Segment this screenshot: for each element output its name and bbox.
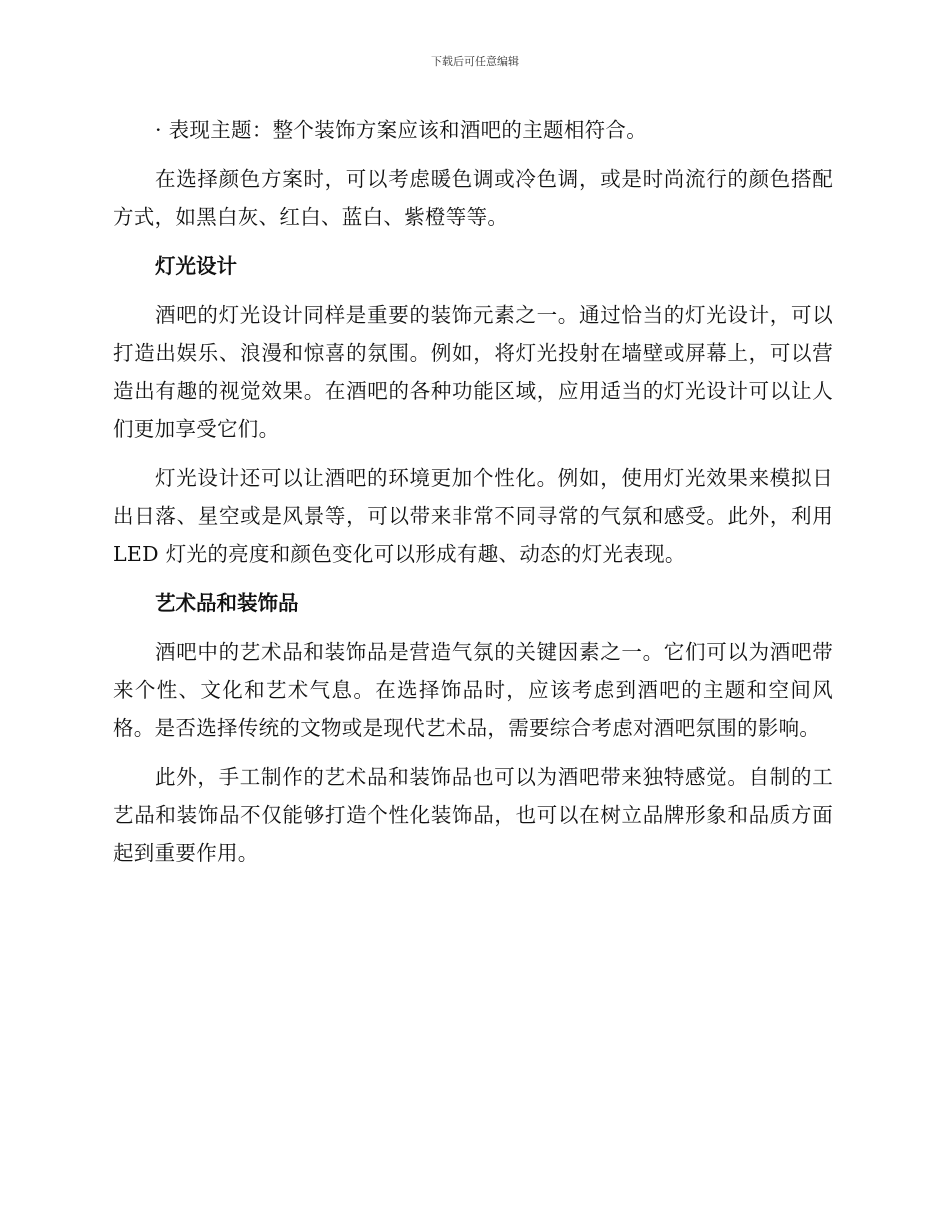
paragraph-lighting-personalization: 灯光设计还可以让酒吧的环境更加个性化。例如，使用灯光效果来模拟日出日落、星空或是风景等，可以带来非常不同寻常的气氛和感受。此外，利用 LED 灯光的亮度和颜色变化可以形成有趣、动态的灯光表现。 <box>113 466 833 566</box>
page-header: 下载后可任意编辑 <box>431 55 519 68</box>
paragraph-color-scheme: 在选择颜色方案时，可以考虑暖色调或冷色调，或是时尚流行的颜色搭配方式，如黑白灰、红白、蓝白、紫橙等等。 <box>113 167 833 229</box>
paragraph-handmade-art: 此外，手工制作的艺术品和装饰品也可以为酒吧带来独特感觉。自制的工艺品和装饰品不仅能够打造个性化装饰品，也可以在树立品牌形象和品质方面起到重要作用。 <box>113 765 833 865</box>
heading-art-and-decor: 艺术品和装饰品 <box>155 591 299 615</box>
document-body <box>113 111 833 883</box>
heading-lighting-design: 灯光设计 <box>155 254 237 278</box>
paragraph-art-atmosphere: 酒吧中的艺术品和装饰品是营造气氛的关键因素之一。它们可以为酒吧带来个性、文化和艺术气息。在选择饰品时，应该考虑到酒吧的主题和空间风格。是否选择传统的文物或是现代艺术品，需要综合考虑对酒吧氛围的影响。 <box>113 640 833 740</box>
paragraph-lighting-importance: 酒吧的灯光设计同样是重要的装饰元素之一。通过恰当的灯光设计，可以打造出娱乐、浪漫和惊喜的氛围。例如，将灯光投射在墙壁或屏幕上，可以营造出有趣的视觉效果。在酒吧的各种功能区域，应用适当的灯光设计可以让人们更加享受它们。 <box>113 303 833 441</box>
bullet-theme: · 表现主题：整个装饰方案应该和酒吧的主题相符合。 <box>155 118 648 142</box>
